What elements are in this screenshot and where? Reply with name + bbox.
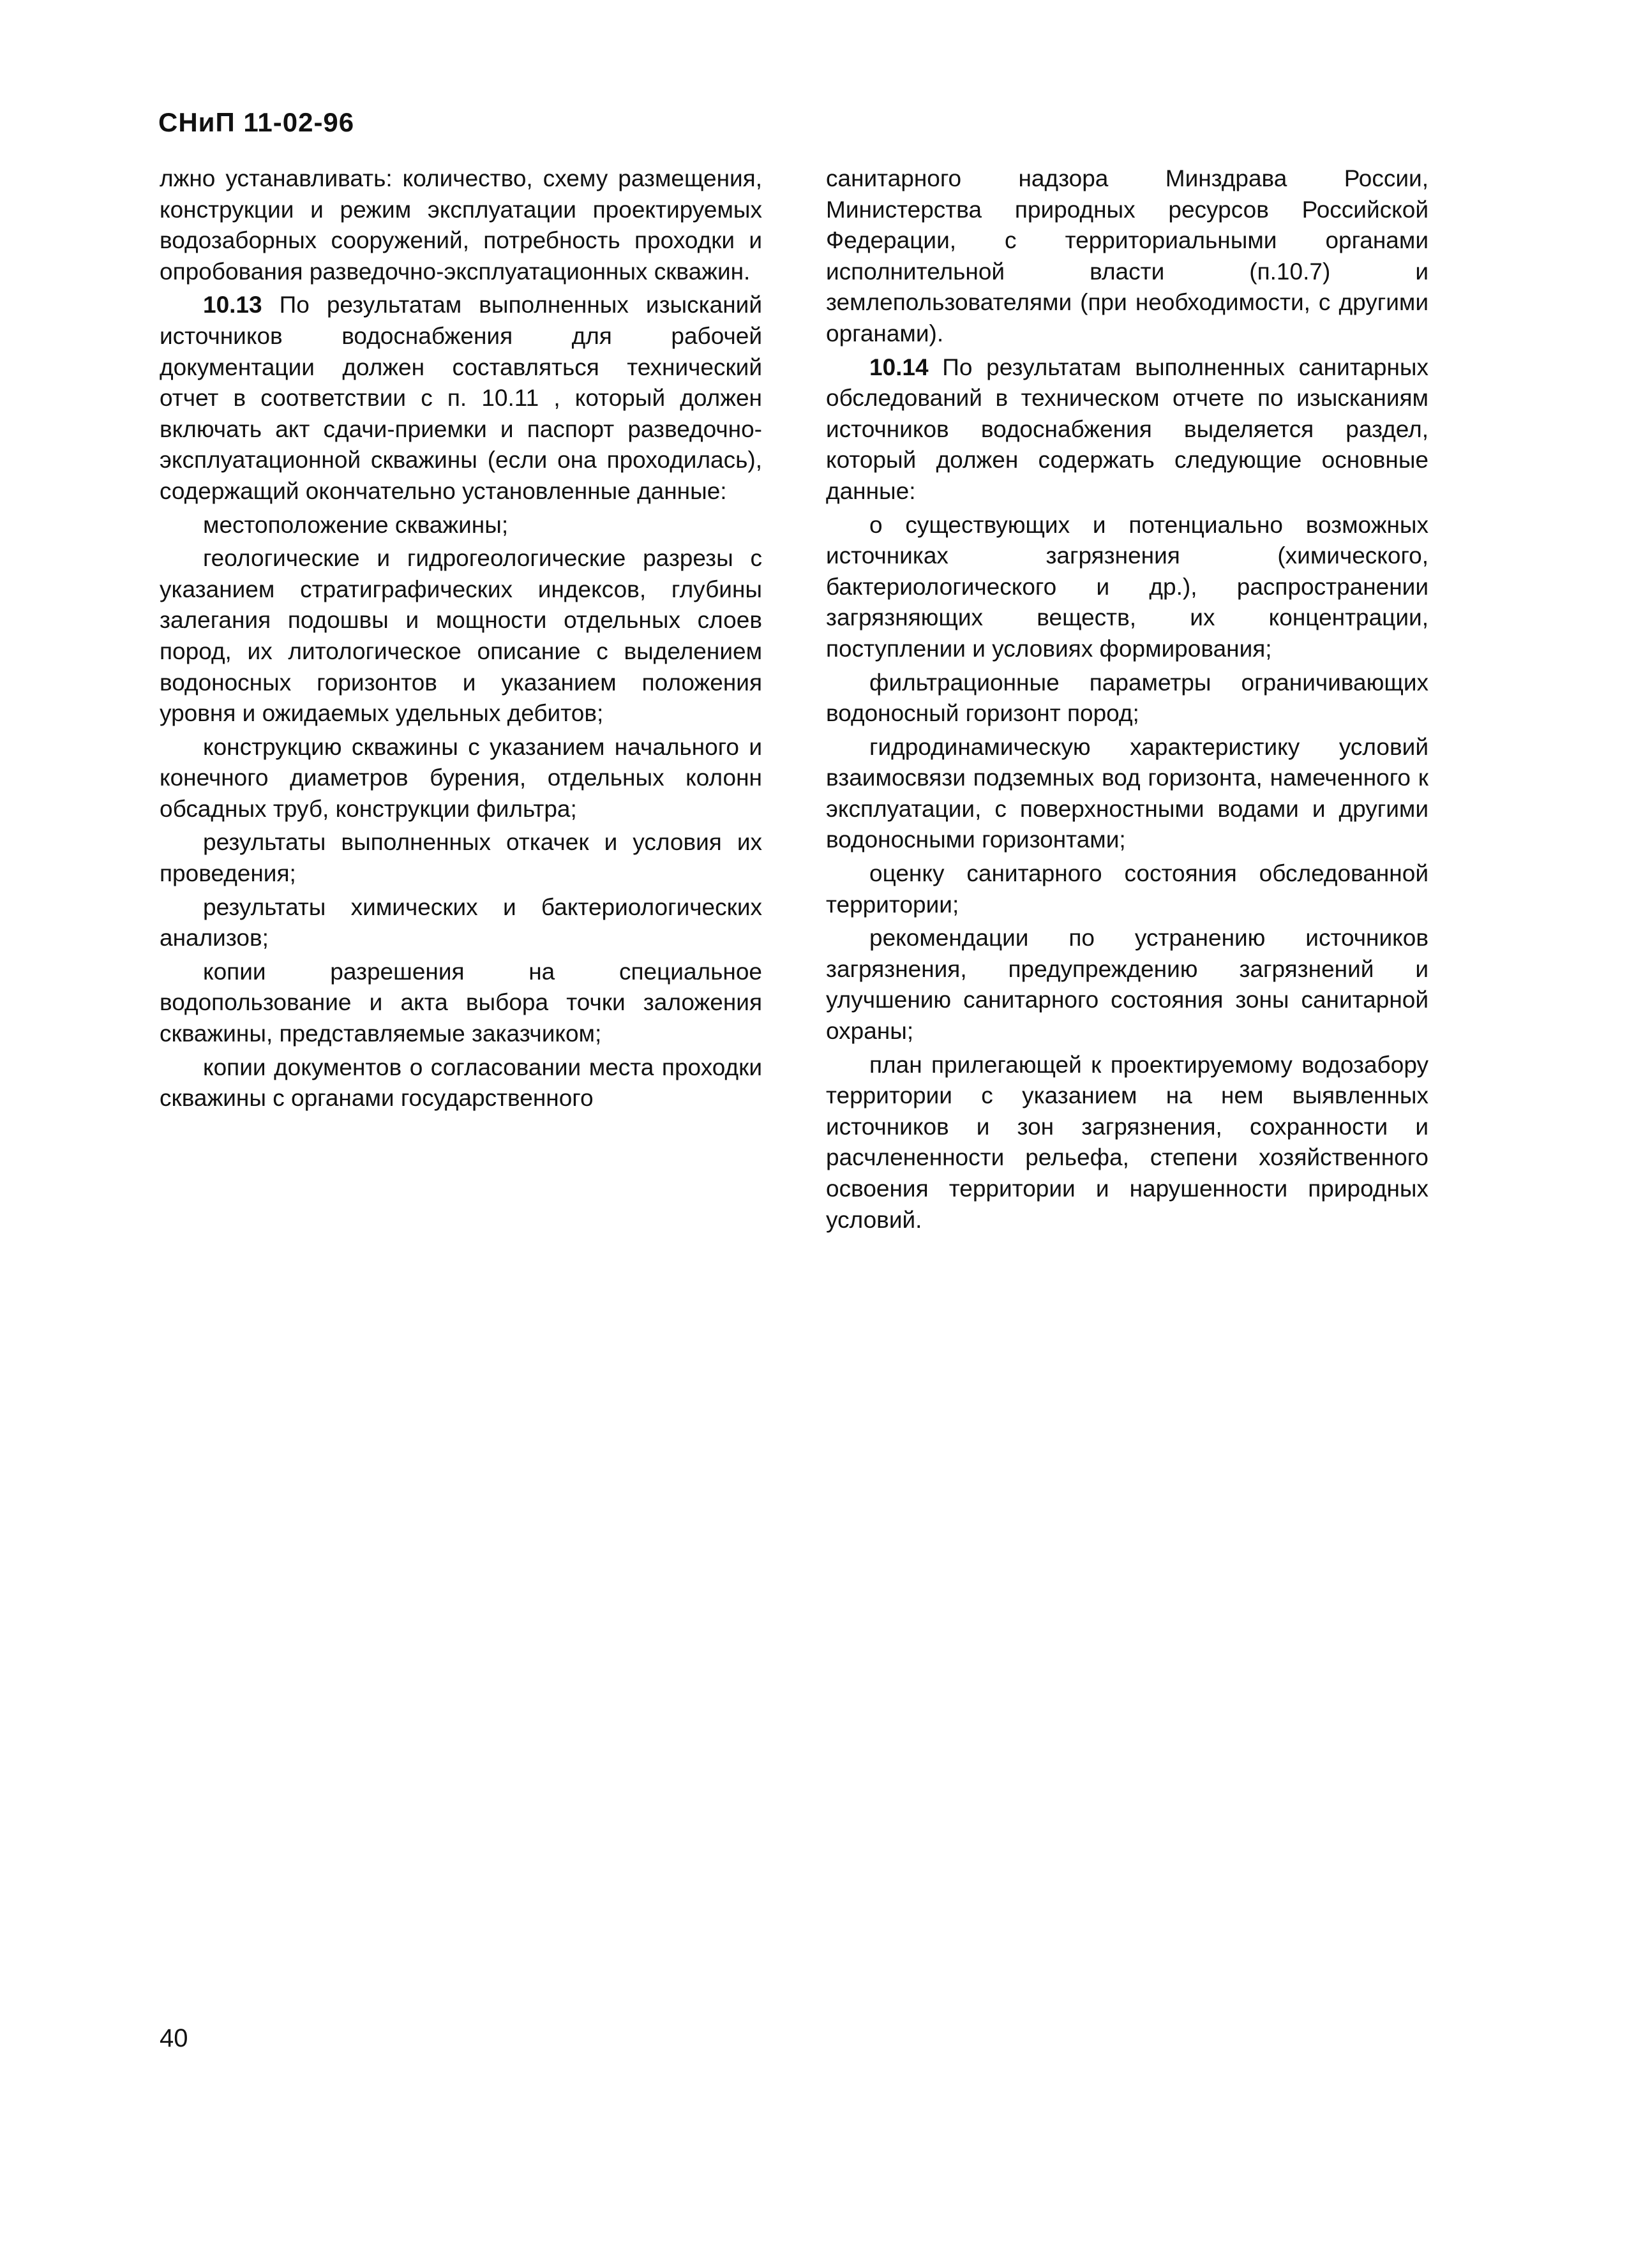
- list-item-sanitary-state: оценку санитарного состояния обследованной территории;: [826, 860, 1428, 918]
- list-item-location: местоположение скважины;: [203, 511, 509, 538]
- list-item-construction: конструкцию скважины с указанием начального и конечного диаметров бурения, отдельных колонн обсадных труб, конструкции фильтра;: [160, 733, 762, 822]
- left-text-column: [160, 163, 762, 1117]
- clause-text: По результатам выполненных санитарных обследований в техническом отчете по изысканиям источников водоснабжения выделяется раздел, который должен содержать следующие основные данные:: [826, 354, 1428, 504]
- list-item-pumping: результаты выполненных откачек и условия их проведения;: [160, 829, 762, 887]
- list-item-geology: геологические и гидрогеологические разрезы с указанием стратиграфических индексов, глубины залегания подошвы и мощности отдельных слоев пород, их литологическое описание с выделением водоносных горизонтов и указанием положения уровня и ожидаемых удельных дебитов;: [160, 545, 762, 727]
- clause-text: По результатам выполненных изысканий источников водоснабжения для рабочей документации должен составляться технический отчет в соответствии с п. 10.11 , который должен включать акт сдачи-приемки и паспорт разведочно-эксплуатационной скважины (если она проходилась), содержащий окончательно установленные данные:: [160, 292, 762, 504]
- list-item-plan: план прилегающей к проектируемому водозабору территории с указанием на нем выявленных источников и зон загрязнения, сохранности и расчлененности рельефа, степени хозяйственного освоения территории и нарушенности природных условий.: [826, 1051, 1428, 1233]
- clause-number: 10.14: [869, 354, 929, 380]
- continuation-paragraph: санитарного надзора Минздрава России, Министерства природных ресурсов Российской Федерации, с территориальными органами исполнительной власти (п.10.7) и землепользователями (при необходимости, с другими органами).: [826, 165, 1428, 347]
- clause-10-14: [826, 352, 1428, 507]
- list-item-filtration: фильтрационные параметры ограничивающих водоносный горизонт пород;: [826, 669, 1428, 727]
- list-item-sources: о существующих и потенциально возможных источниках загрязнения (химического, бактериологического и др.), распространении загрязняющих веществ, их концентрации, поступлении и условиях формирования;: [826, 511, 1428, 662]
- document-code-header: СНиП 11-02-96: [158, 107, 355, 137]
- list-item-recommendations: рекомендации по устранению источников загрязнения, предупреждению загрязнений и улучшению санитарного состояния зоны санитарной охраны;: [826, 925, 1428, 1045]
- list-item-permits: копии разрешения на специальное водопользование и акта выбора точки заложения скважины, представляемые заказчиком;: [160, 958, 762, 1047]
- continuation-paragraph: лжно устанавливать: количество, схему размещения, конструкции и режим эксплуатации проектируемых водозаборных сооружений, потребность проходки и опробования разведочно-эксплуатационных скважин.: [160, 165, 762, 285]
- clause-10-13: [160, 290, 762, 507]
- right-text-column: [826, 163, 1428, 1238]
- list-item-analyses: результаты химических и бактериологических анализов;: [160, 893, 762, 951]
- list-item-approvals: копии документов о согласовании места проходки скважины с органами государственного: [160, 1054, 762, 1112]
- clause-number: 10.13: [203, 292, 262, 318]
- list-item-hydrodynamic: гидродинамическую характеристику условий взаимосвязи подземных вод горизонта, намеченного к эксплуатации, с поверхностными водами и другими водоносными горизонтами;: [826, 733, 1428, 853]
- page-number: 40: [160, 2024, 188, 2052]
